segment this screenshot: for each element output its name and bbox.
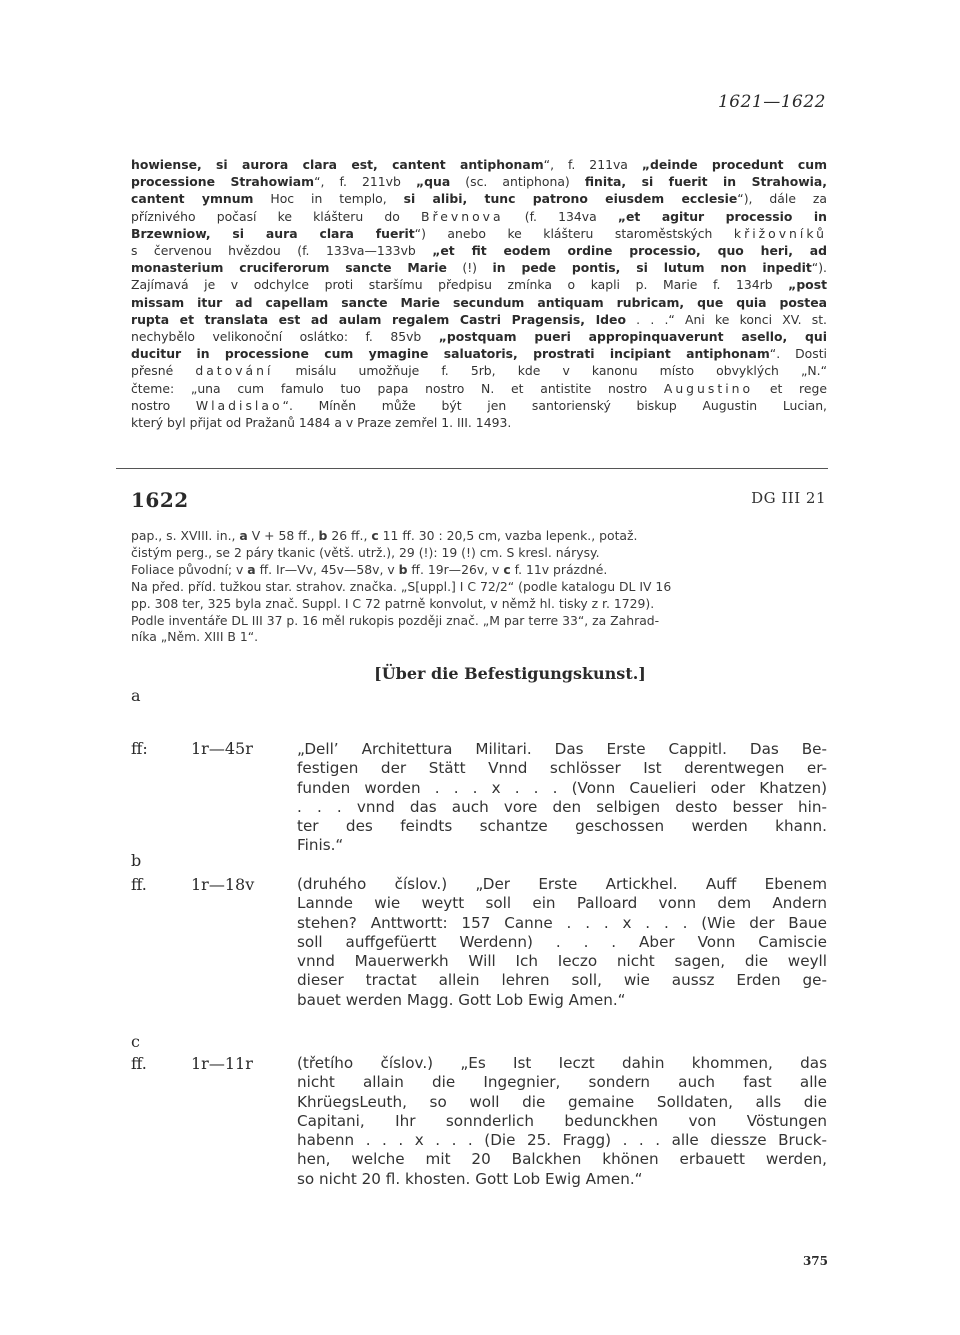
part-text-line: nicht allain die Ingegnier, sondern auch fast alle [297, 1073, 827, 1092]
description-line [131, 562, 827, 579]
continuation-paragraph [131, 156, 827, 431]
description-run: c [371, 528, 379, 543]
continuation-run: . . .“ Ani ke konci XV. st. [625, 311, 827, 327]
part-a-ff-label: ff: [131, 739, 148, 758]
part-text-line: . . . vnnd das auch vore den selbigen desto besser hin- [297, 797, 827, 816]
continuation-run: “, f. 211va [543, 157, 642, 172]
part-a-folio-range: 1r—45r [191, 739, 253, 758]
continuation-run: „qua [415, 174, 451, 190]
description-line [131, 596, 827, 613]
description-run: 11 ff. 30 : 20,5 cm, vazba lepenk., potaž. [378, 528, 638, 543]
part-text-line: vnnd Mauerwerkh Will Ich Ieczo nicht sagen, die weyll [297, 952, 827, 971]
entry-number: 1622 [131, 488, 189, 512]
description-run: V + 58 ff., [247, 528, 319, 543]
continuation-line [131, 397, 827, 414]
description-run: c [503, 561, 511, 577]
part-text-line: hen, welche mit 20 Balckhen khönen erbauett werden, [297, 1150, 827, 1169]
entry-description [131, 528, 827, 646]
continuation-run: s červenou hvězdou (f. 133va—133vb [131, 243, 433, 259]
part-text-line: (druhého číslov.) „Der Erste Artickhel. Auff Ebenem [297, 875, 827, 893]
continuation-run: rupta et translata est ad aulam regalem Castri Pragensis, Ideo [131, 311, 626, 327]
description-line [131, 613, 827, 630]
part-text-line: festigen der Stätt Vnnd schlösser Ist derentwegen er- [297, 759, 827, 778]
continuation-run: nechybělo velikonoční oslátko: f. 85vb [131, 329, 439, 345]
continuation-run: si alibi, tunc patrono eiusdem ecclesie [403, 191, 738, 207]
description-line [131, 629, 827, 646]
continuation-run: datování [195, 363, 274, 379]
description-run: ff. 19r—26v, v [407, 561, 504, 577]
part-text-line: soll auffgefüertt Werdenn) . . . Aber Vonn Camiscie [297, 932, 827, 951]
continuation-run: (sc. antiphona) [450, 174, 585, 190]
continuation-line [131, 156, 827, 173]
continuation-run: “. Dosti [769, 346, 827, 362]
continuation-run: monasterium cruciferorum sancte Marie [131, 260, 447, 276]
part-text-line: KhrüegsLeuth, so woll die gemaine Solldaten, alls die [297, 1092, 827, 1111]
entry-signature: DG III 21 [751, 489, 826, 507]
continuation-line [131, 414, 827, 431]
continuation-run: Břevnova [420, 208, 504, 224]
continuation-line [131, 276, 827, 293]
running-head: 1621—1622 [717, 92, 826, 112]
continuation-run: finita, si fuerit in Strahowia, [584, 174, 828, 190]
description-run: a [239, 528, 248, 543]
continuation-line [131, 362, 827, 379]
description-run: 26 ff., [327, 528, 372, 543]
continuation-line [131, 294, 827, 311]
continuation-run: howiense, si aurora clara est, cantent antiphonam [131, 157, 544, 172]
part-text-line: dieser tractat allein lehren soll, wie aussz Erden ge- [297, 971, 827, 990]
part-letter-a: a [131, 686, 141, 705]
continuation-run: „deinde procedunt cum [641, 157, 827, 172]
continuation-run: in pede pontis, si lutum non inpedit [492, 260, 812, 276]
continuation-line [131, 225, 827, 242]
description-run: níka „Něm. XIII B 1“. [131, 629, 259, 645]
description-run: Foliace původní; v [131, 561, 248, 577]
continuation-run: křižovníků [733, 225, 827, 241]
description-line [131, 528, 827, 545]
part-text-line: so nicht 20 fl. khosten. Gott Lob Ewig Amen.“ [297, 1169, 643, 1188]
description-run: a [247, 561, 256, 577]
continuation-line [131, 380, 827, 397]
part-text-line: (třetího číslov.) „Es Ist Ieczt dahin khommen, das [297, 1054, 827, 1072]
continuation-run: Zajímavá je v odchylce proti staršímu předpisu zmínka o kapli p. Marie f. 134rb [131, 277, 789, 293]
continuation-run: nostro [131, 397, 196, 413]
continuation-run: “, f. 211vb [314, 174, 416, 190]
description-run: b [318, 528, 328, 543]
description-run: pap., s. XVIII. in., [131, 528, 240, 543]
part-text-line: Lannde wie weytt soll ein Palloard vonn dem Andern [297, 894, 827, 913]
part-text-line: stehen? Anttwortt: 157 Canne . . . x . . . (Wie der Baue [297, 913, 827, 932]
continuation-run: „et fit eodem ordine processio, quo heri, ad [432, 243, 827, 259]
part-c-folio-range: 1r—11r [191, 1054, 253, 1073]
continuation-run: ducitur in processione cum ymagine saluatoris, prostrati incipiant antiphonam [131, 346, 770, 362]
continuation-run: čteme: „una cum famulo tuo papa nostro N. et antistite nostro [131, 380, 664, 396]
continuation-line [131, 208, 827, 225]
part-text-line: Capitani, Ihr sonnderlich bedunckhen von Vöstungen [297, 1111, 827, 1130]
continuation-run: přesné [131, 363, 196, 379]
part-text-line: funden worden . . . x . . . (Vonn Cauelieri oder Khatzen) [297, 778, 827, 797]
continuation-run: „postquam pueri appropinquaverunt asello, qui [438, 329, 827, 345]
continuation-run: který byl přijat od Pražanů 1484 a v Praze zemřel 1. III. 1493. [131, 415, 512, 431]
part-letter-c: c [131, 1032, 140, 1051]
continuation-line [131, 328, 827, 345]
description-line [131, 545, 827, 562]
continuation-run: “), dále za [737, 191, 827, 207]
part-b-ff-label: ff. [131, 875, 147, 894]
work-title: [Über die Befestigungskunst.] [374, 664, 646, 683]
description-line [131, 579, 827, 596]
continuation-run: „post [788, 277, 827, 293]
continuation-run: “) anebo ke klášteru staroměstských [414, 225, 734, 241]
continuation-run: “. Míněn může být jen santorienský biskup Augustin Lucian, [282, 397, 827, 413]
part-letter-b: b [131, 851, 142, 870]
continuation-run: et rege [753, 380, 827, 396]
description-run: Na před. příd. tužkou star. strahov. značka. „S[uppl.] I C 72/2“ (podle katalogu DL IV 16 [131, 578, 672, 594]
part-text-line: bauet werden Magg. Gott Lob Ewig Amen.“ [297, 990, 626, 1009]
continuation-line [131, 311, 827, 328]
part-b-folio-range: 1r—18v [191, 875, 255, 894]
continuation-run: missam itur ad capellam sancte Marie secundum antiquam rubricam, que quia postea [131, 294, 827, 310]
continuation-run: “). [811, 260, 827, 276]
continuation-run: Brzewniow, si aura clara fuerit [131, 225, 415, 241]
continuation-run: Hoc in templo, [253, 191, 404, 207]
description-run: b [398, 561, 408, 577]
part-a-text [297, 740, 827, 856]
continuation-line [131, 242, 827, 259]
continuation-run: „et agitur processio in [617, 208, 827, 224]
part-text-line: Finis.“ [297, 836, 344, 855]
continuation-run: cantent ymnum [131, 191, 254, 207]
part-c-ff-label: ff. [131, 1054, 147, 1073]
page-number: 375 [802, 1254, 828, 1268]
description-run: čistým perg., se 2 páry tkanic (větš. utrž.), 29 (!): 19 (!) cm. S kresl. nárysy. [131, 544, 600, 560]
continuation-line [131, 259, 827, 276]
description-run: Podle inventáře DL III 37 p. 16 měl rukopis později znač. „M par terre 33“, za Zahrad- [131, 612, 660, 628]
description-run: pp. 308 ter, 325 byla znač. Suppl. I C 72 patrně konvolut, v němž hl. tisky z r. 1729). [131, 595, 655, 611]
part-text-line: habenn . . . x . . . (Die 25. Fragg) . . . alle diessze Bruck- [297, 1131, 827, 1150]
part-text-line: ter des feindts schantze geschossen werden khann. [297, 817, 827, 836]
part-b-text [297, 875, 827, 1010]
description-run: f. 11v prázdné. [510, 561, 608, 577]
continuation-run: (!) [446, 260, 493, 276]
continuation-run: Wladislao [195, 397, 283, 413]
description-run: ff. Ir—Vv, 45v—58v, v [255, 561, 399, 577]
continuation-run: misálu umožňuje f. 5rb, kde v kanonu místo obvyklých „N.“ [273, 363, 827, 379]
continuation-run: processione Strahowiam [131, 174, 315, 190]
continuation-line [131, 345, 827, 362]
continuation-run: Augustino [663, 380, 754, 396]
part-text-line: „Dell’ Architettura Militari. Das Erste Cappitl. Das Be- [297, 740, 827, 758]
part-c-text [297, 1054, 827, 1189]
continuation-line [131, 190, 827, 207]
section-divider [116, 468, 828, 469]
continuation-line [131, 173, 827, 190]
continuation-run: (f. 134va [503, 208, 618, 224]
continuation-run: příznivého počasí ke klášteru do [131, 208, 421, 224]
